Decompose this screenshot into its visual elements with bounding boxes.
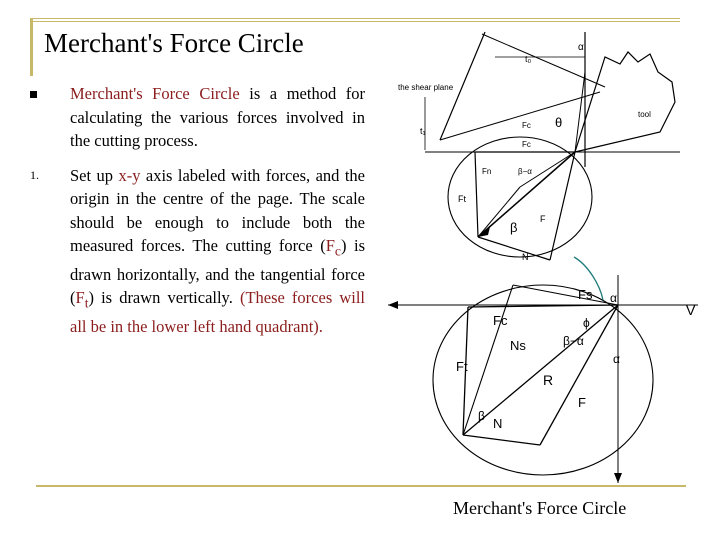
svg-text:R: R (543, 372, 554, 388)
slide-title: Merchant's Force Circle (44, 28, 304, 58)
svg-text:Ft: Ft (456, 359, 468, 374)
tool-outline (575, 52, 675, 152)
bullet-marker: 1. (30, 167, 39, 182)
svg-text:V: V (686, 302, 696, 318)
bullet-text: ) is drawn horizontally, and the tangential force ( (70, 236, 365, 308)
label-shear-plane: the shear plane (398, 83, 454, 92)
svg-text:Fs: Fs (578, 287, 593, 302)
svg-text:F: F (540, 214, 546, 224)
svg-text:ϕ: ϕ (583, 316, 590, 330)
bullet-marker (30, 91, 37, 98)
svg-text:Fc: Fc (493, 313, 508, 328)
svg-text:N: N (522, 252, 529, 262)
bullet-text: t (84, 295, 89, 311)
bullet-text: ) is drawn vertically. (88, 288, 240, 308)
svg-text:Fn: Fn (482, 167, 492, 176)
bullet-text: F (75, 288, 85, 308)
svg-text:β: β (510, 220, 518, 235)
bullet-text: Merchant's Force Circle (70, 84, 240, 103)
svg-text:θ: θ (555, 115, 563, 130)
chip-lower-line (440, 92, 600, 140)
svg-text:β−α: β−α (563, 334, 584, 348)
label-tool: tool (638, 110, 651, 119)
figure-caption: Merchant's Force Circle (453, 498, 627, 518)
svg-text:N: N (493, 416, 503, 431)
left-accent-rule (30, 18, 33, 76)
bullet-item (30, 82, 365, 153)
cutting-geometry-diagram (390, 22, 690, 272)
svg-text:Ns: Ns (510, 338, 526, 353)
footer-rule (36, 485, 686, 487)
chip-upper-line (482, 34, 605, 87)
resultant-R (463, 305, 618, 435)
merchant-force-circle-diagram (368, 255, 718, 485)
top-rule (30, 18, 680, 19)
bullet-text: F (325, 236, 335, 255)
svg-text:t₀: t₀ (525, 54, 532, 64)
svg-text:t₁: t₁ (420, 126, 426, 136)
svg-text:Fc: Fc (522, 140, 531, 149)
svg-text:Fc: Fc (522, 121, 531, 130)
bullet-text: axis labeled with forces, and the origin in the centre of the page. The scale should be enough to include both the measured forces. The cutting force ( (70, 165, 365, 255)
resultant-line (478, 152, 575, 237)
svg-text:F: F (578, 395, 586, 410)
bullet-text: c (334, 243, 341, 259)
svg-text:α: α (610, 291, 617, 305)
bullet-text: Set up (70, 165, 119, 185)
svg-text:β: β (478, 409, 485, 423)
svg-text:α: α (578, 42, 584, 53)
bullet-item (30, 164, 365, 339)
svg-text:α: α (613, 352, 620, 366)
bullet-text: x-y (118, 165, 141, 185)
svg-text:Ft: Ft (458, 194, 466, 204)
bullet-text: (These forces will all be in the lower left hand quadrant). (70, 288, 365, 337)
bullet-text: is a method for calculating the various forces involved in the cutting process. (70, 84, 366, 150)
bullet-list (30, 82, 365, 350)
svg-text:β−α: β−α (518, 167, 532, 176)
